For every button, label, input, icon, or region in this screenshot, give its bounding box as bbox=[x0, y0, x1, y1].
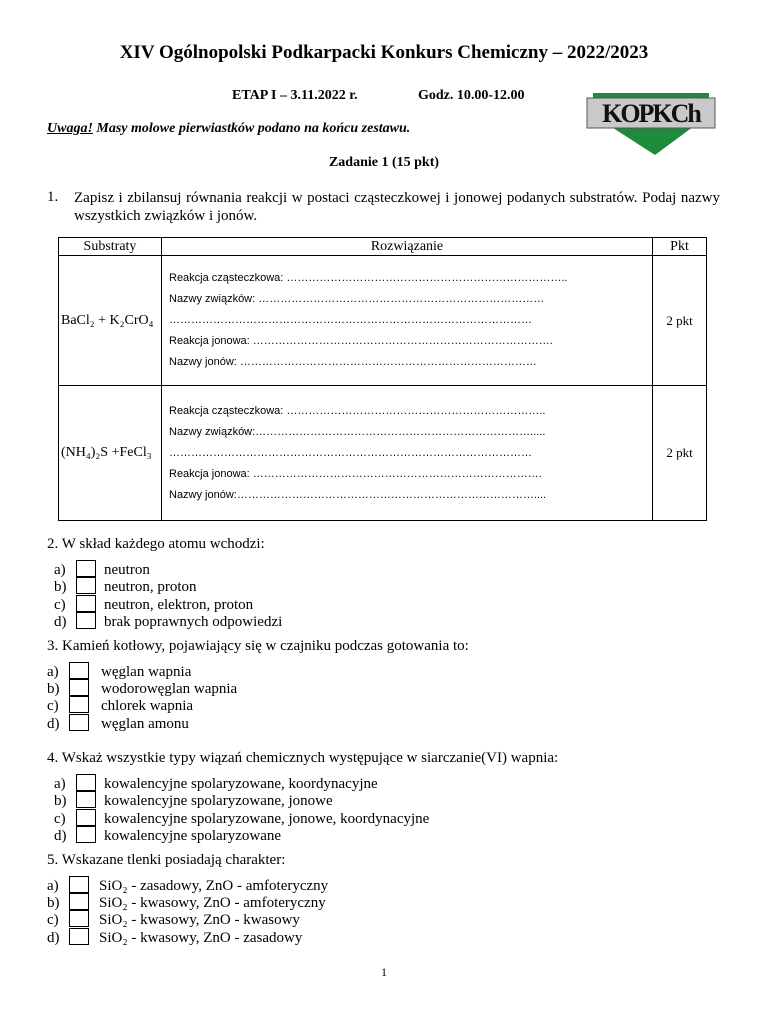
answer-checkbox[interactable] bbox=[76, 560, 96, 577]
option-letter: c) bbox=[54, 811, 66, 827]
option-letter: b) bbox=[54, 793, 67, 809]
option-text: SiO₂ - kwasowy, ZnO - kwasowy bbox=[99, 912, 300, 928]
option-letter: b) bbox=[54, 579, 67, 595]
option-text: kowalencyjne spolaryzowane, jonowe, koordynacyjne bbox=[104, 811, 430, 827]
q4-text: 4. Wskaż wszystkie typy wiązań chemicznych występujące w siarczanie(VI) wapnia: bbox=[47, 750, 559, 766]
note-label: Uwaga! bbox=[47, 121, 93, 136]
option-text: neutron, elektron, proton bbox=[104, 597, 254, 613]
answer-checkbox[interactable] bbox=[69, 910, 89, 927]
answer-checkbox[interactable] bbox=[69, 893, 89, 910]
option-text: wodorowęglan wapnia bbox=[101, 681, 238, 697]
option-text: węglan amonu bbox=[101, 716, 189, 732]
answer-line: Nazwy związków:…………………………………………………………………..... bbox=[169, 425, 546, 438]
col-header-pkt: Pkt bbox=[653, 238, 707, 256]
option-letter: c) bbox=[47, 698, 59, 714]
option-text: SiO₂ - kwasowy, ZnO - zasadowy bbox=[99, 930, 303, 946]
answer-checkbox[interactable] bbox=[76, 774, 96, 791]
points-cell: 2 pkt bbox=[653, 386, 707, 521]
option-text: kowalencyjne spolaryzowane bbox=[104, 828, 282, 844]
answer-line: ……………………………………………………………………………………… bbox=[169, 446, 532, 459]
option-letter: a) bbox=[47, 664, 59, 680]
time-label: Godz. 10.00-12.00 bbox=[418, 88, 525, 103]
points-cell: 2 pkt bbox=[653, 256, 707, 386]
answer-checkbox[interactable] bbox=[76, 612, 96, 629]
answer-checkbox[interactable] bbox=[69, 714, 89, 731]
substrate-cell: (NH₄)₂S +FeCl₃ bbox=[59, 386, 162, 521]
svg-text:KOPKCh: KOPKCh bbox=[602, 99, 700, 128]
substrate-cell: BaCl₂ + K₂CrO₄ bbox=[59, 256, 162, 386]
answer-line: Nazwy jonów: ……………………………………………………………………… bbox=[169, 356, 537, 368]
q2-text: 2. W skład każdego atomu wchodzi: bbox=[47, 536, 265, 552]
q3-text: 3. Kamień kotłowy, pojawiający się w czajniku podczas gotowania to: bbox=[47, 638, 469, 654]
option-text: neutron, proton bbox=[104, 579, 197, 595]
answer-checkbox[interactable] bbox=[69, 662, 89, 679]
answer-checkbox[interactable] bbox=[69, 876, 89, 893]
note-text: Masy molowe pierwiastków podano na końcu zestawu. bbox=[92, 121, 411, 136]
option-letter: a) bbox=[47, 878, 59, 894]
answer-line: Reakcja jonowa: ………………………………………………………………………. bbox=[169, 335, 553, 347]
col-header-rozwiazanie: Rozwiązanie bbox=[162, 238, 653, 256]
answer-line: Reakcja jonowa: ……………………………………………………………………. bbox=[169, 467, 542, 480]
option-text: neutron bbox=[104, 562, 150, 578]
answer-checkbox[interactable] bbox=[76, 826, 96, 843]
option-letter: a) bbox=[54, 776, 66, 792]
q1-number: 1. bbox=[47, 189, 59, 205]
option-letter: d) bbox=[54, 828, 67, 844]
option-text: brak poprawnych odpowiedzi bbox=[104, 614, 283, 630]
option-text: chlorek wapnia bbox=[101, 698, 194, 714]
option-letter: d) bbox=[47, 930, 60, 946]
option-text: SiO₂ - zasadowy, ZnO - amfoteryczny bbox=[99, 878, 329, 894]
q1-text: Zapisz i zbilansuj równania reakcji w postaci cząsteczkowej i jonowej podanych substratów. Podaj nazwy wszystkich związków i jonów. bbox=[74, 190, 720, 224]
option-text: kowalencyjne spolaryzowane, jonowe bbox=[104, 793, 333, 809]
answer-line: ……………………………………………………………………………………… bbox=[169, 314, 532, 326]
answer-checkbox[interactable] bbox=[69, 679, 89, 696]
answer-checkbox[interactable] bbox=[69, 928, 89, 945]
page-number: 1 bbox=[381, 965, 387, 979]
solution-cell[interactable] bbox=[162, 256, 653, 386]
answer-checkbox[interactable] bbox=[76, 809, 96, 826]
option-letter: c) bbox=[54, 597, 66, 613]
etap-label: ETAP I – 3.11.2022 r. bbox=[232, 88, 358, 103]
option-text: węglan wapnia bbox=[101, 664, 192, 680]
q5-text: 5. Wskazane tlenki posiadają charakter: bbox=[47, 852, 286, 868]
option-letter: c) bbox=[47, 912, 59, 928]
option-letter: b) bbox=[47, 681, 60, 697]
task-heading: Zadanie 1 (15 pkt) bbox=[328, 155, 440, 170]
option-text: kowalencyjne spolaryzowane, koordynacyjne bbox=[104, 776, 378, 792]
answer-line: Nazwy związków: …………………………………………………………………… bbox=[169, 293, 545, 305]
col-header-substraty: Substraty bbox=[59, 238, 162, 256]
note bbox=[47, 121, 410, 137]
answer-line: Reakcja cząsteczkowa: …………………………………………………………….. bbox=[169, 404, 546, 417]
answer-line: Reakcja cząsteczkowa: ………………………………………………………………….. bbox=[169, 272, 568, 284]
solution-cell[interactable] bbox=[162, 386, 653, 521]
table-row bbox=[59, 256, 707, 386]
page-title: XIV Ogólnopolski Podkarpacki Konkurs Chemiczny – 2022/2023 bbox=[119, 42, 649, 63]
q1-table bbox=[58, 237, 707, 521]
answer-checkbox[interactable] bbox=[76, 577, 96, 594]
answer-line: Nazwy jonów:……………………………………………………………………….... bbox=[169, 488, 547, 501]
option-letter: d) bbox=[54, 614, 67, 630]
answer-checkbox[interactable] bbox=[76, 791, 96, 808]
answer-checkbox[interactable] bbox=[76, 595, 96, 612]
option-letter: a) bbox=[54, 562, 66, 578]
answer-checkbox[interactable] bbox=[69, 696, 89, 713]
option-letter: b) bbox=[47, 895, 60, 911]
option-letter: d) bbox=[47, 716, 60, 732]
option-text: SiO₂ - kwasowy, ZnO - amfoteryczny bbox=[99, 895, 326, 911]
table-row bbox=[59, 386, 707, 521]
kopkch-logo bbox=[585, 93, 717, 155]
